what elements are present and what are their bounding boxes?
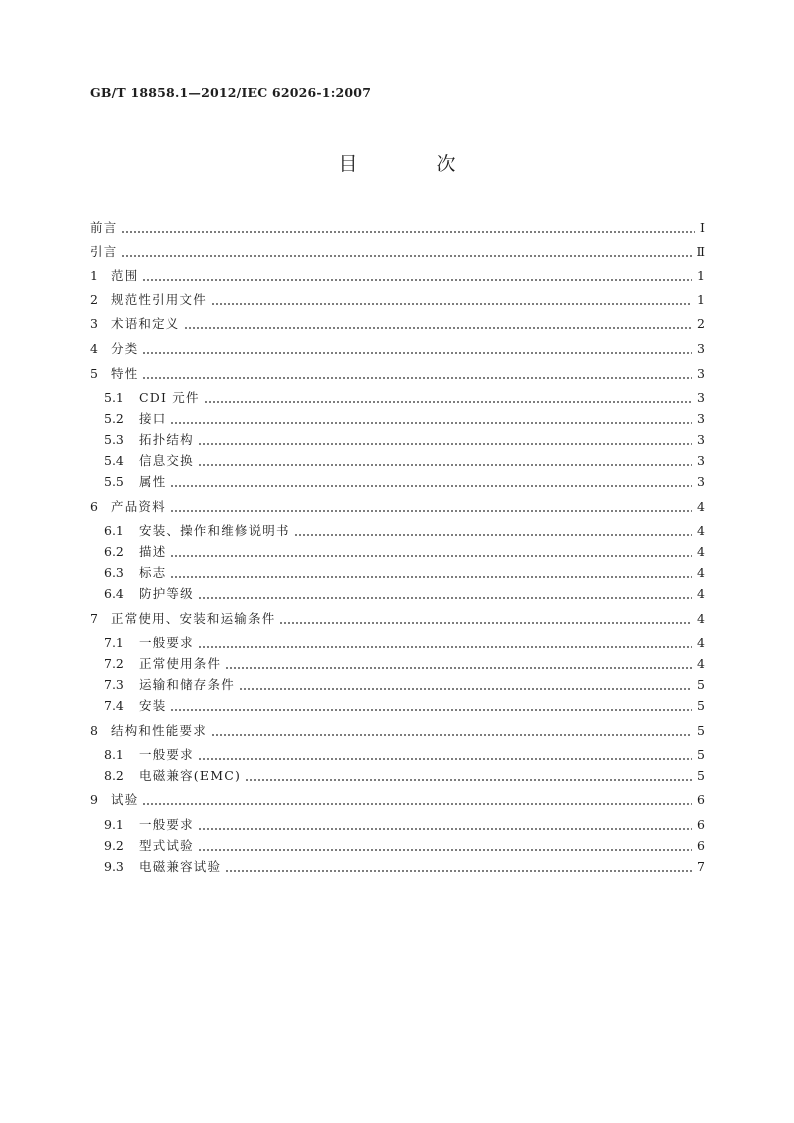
toc-entry-number: 5.5	[104, 474, 124, 489]
toc-entry-number: 2	[90, 292, 98, 307]
toc-dot-leader	[211, 723, 692, 739]
toc-dot-leader	[211, 292, 692, 308]
toc-entry	[90, 792, 705, 808]
toc-entry	[90, 499, 705, 515]
toc-subentry	[90, 656, 705, 672]
toc-entry-page: 4	[697, 586, 705, 601]
toc-entry-page: 3	[697, 341, 705, 356]
toc-entry-number: 8.2	[104, 768, 124, 783]
toc-entry-title: 前言	[90, 220, 118, 235]
toc-dot-leader	[198, 453, 692, 469]
toc-entry-title: 特性	[111, 366, 139, 381]
toc-entry-number: 6.2	[104, 544, 124, 559]
toc-subentry	[90, 411, 705, 427]
toc-entry-number: 5.1	[104, 390, 124, 405]
toc-entry-page: 6	[697, 838, 705, 853]
toc-entry-title: 描述	[139, 544, 167, 559]
document-code: GB/T 18858.1—2012/IEC 62026-1:2007	[90, 85, 372, 100]
toc-entry	[90, 268, 705, 284]
toc-dot-leader	[198, 817, 692, 833]
toc-subentry	[90, 523, 705, 539]
toc-entry-number: 7.1	[104, 635, 124, 650]
toc-dot-leader	[198, 747, 692, 763]
toc-entry-number: 7.3	[104, 677, 124, 692]
toc-subentry	[90, 859, 705, 875]
toc-entry-page: 4	[697, 523, 705, 538]
toc-entry-page: 6	[697, 792, 705, 807]
toc-subentry	[90, 474, 705, 490]
toc-entry-number: 1	[90, 268, 98, 283]
toc-entry	[90, 220, 705, 236]
toc-entry-page: 4	[697, 544, 705, 559]
toc-entry-page: 4	[697, 611, 705, 626]
toc-entry-page: 1	[697, 268, 705, 283]
toc-entry-page: 4	[697, 499, 705, 514]
toc-entry-title: 术语和定义	[111, 316, 180, 331]
toc-entry-number: 6	[90, 499, 98, 514]
toc-entry-page: 7	[697, 859, 705, 874]
toc-entry-number: 7.2	[104, 656, 124, 671]
toc-dot-leader	[170, 544, 692, 560]
toc-subentry	[90, 635, 705, 651]
toc-entry-page: 3	[697, 411, 705, 426]
toc-entry	[90, 292, 705, 308]
toc-entry-title: 防护等级	[139, 586, 194, 601]
toc-entry-number: 9.3	[104, 859, 124, 874]
toc-subentry	[90, 747, 705, 763]
toc-dot-leader	[170, 698, 692, 714]
toc-entry-number: 9.2	[104, 838, 124, 853]
toc-entry-page: 4	[697, 656, 705, 671]
toc-entry-title: 范围	[111, 268, 139, 283]
toc-dot-leader	[170, 411, 692, 427]
toc-dot-leader	[170, 499, 692, 515]
toc-dot-leader	[121, 220, 695, 236]
toc-entry	[90, 341, 705, 357]
toc-entry-title: 正常使用、安装和运输条件	[111, 611, 276, 626]
toc-entry-number: 6.3	[104, 565, 124, 580]
toc-entry-number: 9	[90, 792, 98, 807]
toc-entry	[90, 723, 705, 739]
toc-subentry	[90, 586, 705, 602]
toc-subentry	[90, 432, 705, 448]
toc-entry-page: 4	[697, 565, 705, 580]
toc-dot-leader	[142, 366, 692, 382]
toc-dot-leader	[142, 341, 692, 357]
toc-entry-number: 7	[90, 611, 98, 626]
toc-dot-leader	[142, 792, 692, 808]
toc-entry-number: 8.1	[104, 747, 124, 762]
toc-entry-title: 引言	[90, 244, 118, 259]
toc-entry-page: Ⅰ	[700, 220, 705, 235]
toc-entry-title: 电磁兼容(EMC)	[139, 768, 242, 783]
toc-entry-page: 3	[697, 453, 705, 468]
toc-dot-leader	[225, 656, 692, 672]
toc-entry-page: 3	[697, 432, 705, 447]
toc-entry-page: 3	[697, 474, 705, 489]
toc-title: 目 次	[338, 153, 486, 175]
toc-entry-page: 5	[697, 677, 705, 692]
toc-entry-page: 1	[697, 292, 705, 307]
toc-entry-title: 运输和储存条件	[139, 677, 235, 692]
toc-entry-title: 拓扑结构	[139, 432, 194, 447]
toc-entry-title: 一般要求	[139, 817, 194, 832]
toc-entry-title: 试验	[111, 792, 139, 807]
toc-subentry	[90, 677, 705, 693]
toc-entry-number: 7.4	[104, 698, 124, 713]
toc-dot-leader	[198, 838, 692, 854]
toc-entry-page: 4	[697, 635, 705, 650]
toc-entry-title: 一般要求	[139, 635, 194, 650]
toc-entry-title: CDI 元件	[139, 390, 200, 405]
toc-entry-number: 8	[90, 723, 98, 738]
toc-subentry	[90, 390, 705, 406]
toc-subentry	[90, 453, 705, 469]
toc-entry-title: 正常使用条件	[139, 656, 222, 671]
toc-dot-leader	[184, 316, 693, 332]
toc-entry-title: 安装	[139, 698, 167, 713]
toc-entry-number: 3	[90, 316, 98, 331]
toc-entry-title: 安装、操作和维修说明书	[139, 523, 290, 538]
toc-subentry	[90, 838, 705, 854]
toc-entry-number: 6.1	[104, 523, 124, 538]
toc-entry-title: 型式试验	[139, 838, 194, 853]
toc-subentry	[90, 698, 705, 714]
toc-dot-leader	[198, 635, 692, 651]
toc-entry-title: 结构和性能要求	[111, 723, 207, 738]
toc-entry-number: 4	[90, 341, 98, 356]
toc-entry-page: 3	[697, 366, 705, 381]
toc-entry	[90, 316, 705, 332]
toc-dot-leader	[121, 244, 691, 260]
toc-entry-title: 信息交换	[139, 453, 194, 468]
toc-dot-leader	[279, 611, 692, 627]
toc-entry-title: 分类	[111, 341, 139, 356]
toc-dot-leader	[245, 768, 692, 784]
toc-entry-page: 5	[697, 768, 705, 783]
toc-entry	[90, 244, 705, 260]
toc-dot-leader	[294, 523, 692, 539]
toc-entry-title: 规范性引用文件	[111, 292, 207, 307]
toc-entry-number: 6.4	[104, 586, 124, 601]
toc-dot-leader	[204, 390, 692, 406]
toc-entry-title: 标志	[139, 565, 167, 580]
toc-entry-page: 5	[697, 723, 705, 738]
toc-entry-number: 5.4	[104, 453, 124, 468]
toc-entry-title: 接口	[139, 411, 167, 426]
toc-subentry	[90, 817, 705, 833]
toc-subentry	[90, 768, 705, 784]
toc-dot-leader	[170, 565, 692, 581]
toc-entry-title: 属性	[139, 474, 167, 489]
toc-entry	[90, 366, 705, 382]
toc-entry-page: 6	[697, 817, 705, 832]
toc-entry-title: 电磁兼容试验	[139, 859, 222, 874]
toc-entry-page: 3	[697, 390, 705, 405]
toc-entry-page: 2	[697, 316, 705, 331]
toc-dot-leader	[239, 677, 692, 693]
toc-entry-title: 产品资料	[111, 499, 166, 514]
toc-dot-leader	[170, 474, 692, 490]
toc-entry-number: 5	[90, 366, 98, 381]
toc-entry	[90, 611, 705, 627]
toc-entry-page: 5	[697, 698, 705, 713]
toc-entry-number: 5.2	[104, 411, 124, 426]
toc-entry-number: 9.1	[104, 817, 124, 832]
toc-subentry	[90, 544, 705, 560]
toc-dot-leader	[198, 586, 692, 602]
toc-entry-number: 5.3	[104, 432, 124, 447]
toc-entry-title: 一般要求	[139, 747, 194, 762]
toc-entry-page: Ⅱ	[696, 244, 705, 259]
toc-dot-leader	[225, 859, 692, 875]
toc-dot-leader	[198, 432, 692, 448]
toc-dot-leader	[142, 268, 692, 284]
toc-entry-page: 5	[697, 747, 705, 762]
toc-subentry	[90, 565, 705, 581]
